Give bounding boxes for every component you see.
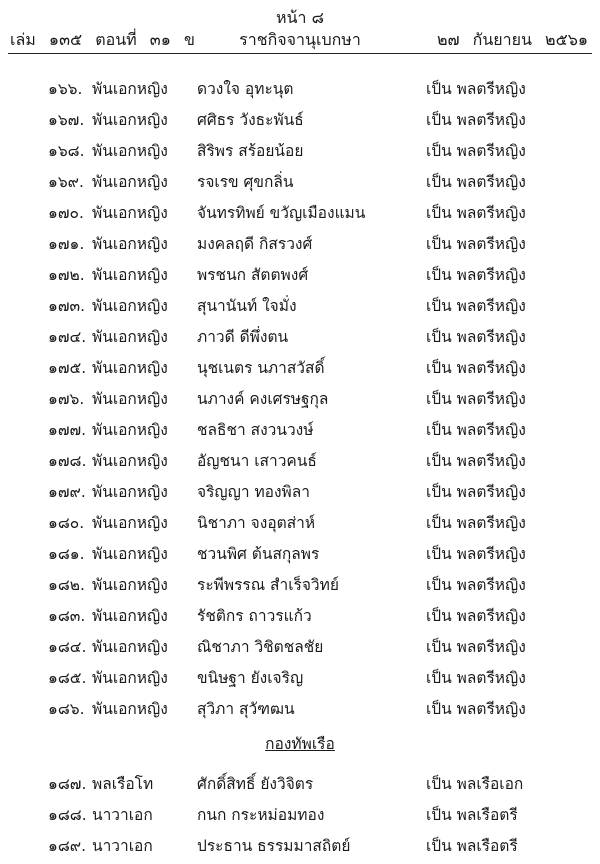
issue-date	[437, 28, 588, 53]
entry-number: ๑๗๕.	[48, 359, 87, 377]
entry-name: รจเรข ศุขกลิ่น	[197, 173, 294, 191]
entry-promotion: เป็น พลตรีหญิง	[426, 514, 526, 532]
entry-name: ณิชาภา วิชิตชลชัย	[197, 638, 324, 656]
entry-number: ๑๘๔.	[48, 638, 87, 656]
entry-rank: นาวาเอก	[92, 837, 153, 855]
entry-rank: พันเอกหญิง	[92, 266, 168, 284]
section-heading	[0, 727, 600, 771]
entry-number: ๑๘๗.	[48, 775, 87, 793]
list-item	[0, 355, 600, 386]
entry-promotion: เป็น พลตรีหญิง	[426, 638, 526, 656]
entry-name: ขนิษฐา ยังเจริญ	[197, 669, 304, 687]
entry-number: ๑๘๒.	[48, 576, 85, 594]
list-item	[0, 169, 600, 200]
entry-promotion: เป็น พลตรีหญิง	[426, 328, 526, 346]
entry-promotion: เป็น พลเรือตรี	[426, 806, 518, 824]
entry-name: มงคลฤดี กิสรวงศ์	[197, 235, 313, 253]
list-item	[0, 200, 600, 231]
entry-rank: พันเอกหญิง	[92, 111, 168, 129]
list-item	[0, 138, 600, 169]
entry-number: ๑๗๑.	[48, 235, 85, 253]
entry-rank: พันเอกหญิง	[92, 390, 168, 408]
entry-name: นภางค์ คงเศรษฐกุล	[197, 390, 329, 408]
entry-number: ๑๘๘.	[48, 806, 87, 824]
date-day: ๒๗	[436, 30, 460, 49]
list-item	[0, 231, 600, 262]
entry-number: ๑๘๙.	[48, 837, 87, 855]
entry-rank: พันเอกหญิง	[92, 669, 168, 687]
header-divider	[8, 53, 592, 54]
entry-rank: พันเอกหญิง	[92, 452, 168, 470]
entry-rank: พันเอกหญิง	[92, 297, 168, 315]
list-item	[0, 324, 600, 355]
entry-name: ศักดิ์สิทธิ์ ยังวิจิตร	[197, 775, 314, 793]
entry-promotion: เป็น พลตรีหญิง	[426, 173, 526, 191]
entry-promotion: เป็น พลตรีหญิง	[426, 142, 526, 160]
entry-number: ๑๗๘.	[48, 452, 87, 470]
entry-rank: พันเอกหญิง	[92, 607, 168, 625]
entry-promotion: เป็น พลตรีหญิง	[426, 80, 526, 98]
entry-rank: พันเอกหญิง	[92, 545, 168, 563]
entry-rank: พันเอกหญิง	[92, 421, 168, 439]
entry-rank: พันเอกหญิง	[92, 204, 168, 222]
list-item	[0, 293, 600, 324]
entry-name: จริญญา ทองพิลา	[197, 483, 310, 501]
entry-name: ชวนพิศ ต้นสกุลพร	[197, 545, 320, 563]
entry-name: สิริพร สร้อยน้อย	[197, 142, 304, 160]
entry-name: ประธาน ธรรมมาสถิตย์	[197, 837, 351, 855]
entry-promotion: เป็น พลตรีหญิง	[426, 545, 526, 563]
list-item	[0, 771, 600, 802]
entry-rank: พันเอกหญิง	[92, 359, 168, 377]
entry-name: พรชนก สัตตพงศ์	[197, 266, 309, 284]
entry-rank: พันเอกหญิง	[92, 514, 168, 532]
date-month: กันยายน	[472, 30, 532, 49]
list-item	[0, 510, 600, 541]
list-item	[0, 107, 600, 138]
section-title: กองทัพเรือ	[265, 735, 335, 753]
list-item	[0, 603, 600, 634]
entry-number: ๑๖๖.	[48, 80, 83, 98]
entry-promotion: เป็น พลตรีหญิง	[426, 359, 526, 377]
entry-number: ๑๗๓.	[48, 297, 86, 315]
entry-promotion: เป็น พลตรีหญิง	[426, 607, 526, 625]
entry-number: ๑๖๘.	[48, 142, 85, 160]
entry-rank: พันเอกหญิง	[92, 328, 168, 346]
list-item	[0, 634, 600, 665]
entry-promotion: เป็น พลตรีหญิง	[426, 669, 526, 687]
entry-name: ดวงใจ อุทะนุต	[197, 80, 294, 98]
entry-promotion: เป็น พลตรีหญิง	[426, 111, 526, 129]
entry-name: กนก กระหม่อมทอง	[197, 806, 325, 824]
list-item	[0, 479, 600, 510]
entry-rank: นาวาเอก	[92, 806, 153, 824]
entry-number: ๑๗๗.	[48, 421, 87, 439]
entry-name: สุวิภา สุวัฑฒน	[197, 700, 295, 718]
entry-number: ๑๗๙.	[48, 483, 86, 501]
volume-label: เล่ม	[10, 30, 36, 49]
entry-promotion: เป็น พลตรีหญิง	[426, 235, 526, 253]
entry-number: ๑๘๐.	[48, 514, 85, 532]
list-item	[0, 417, 600, 448]
entry-name: อัญชนา เสาวคนธ์	[197, 452, 317, 470]
entry-promotion: เป็น พลตรีหญิง	[426, 483, 526, 501]
entry-name: ชลธิชา สงวนวงษ์	[197, 421, 314, 439]
entry-rank: พันเอกหญิง	[92, 700, 168, 718]
entry-number: ๑๖๙.	[48, 173, 84, 191]
gazette-title: ราชกิจจานุเบกษา	[239, 30, 361, 49]
entry-rank: พันเอกหญิง	[92, 235, 168, 253]
entry-number: ๑๖๗.	[48, 111, 85, 129]
entry-promotion: เป็น พลตรีหญิง	[426, 204, 526, 222]
list-item	[0, 572, 600, 603]
page-number: หน้า ๘	[276, 8, 324, 27]
entry-rank: พันเอกหญิง	[92, 483, 168, 501]
entry-rank: พันเอกหญิง	[92, 142, 168, 160]
list-item	[0, 665, 600, 696]
issue-number: ๓๑	[149, 30, 171, 49]
entry-promotion: เป็น พลตรีหญิง	[426, 421, 526, 439]
entry-number: ๑๘๖.	[48, 700, 85, 718]
entry-number: ๑๗๔.	[48, 328, 87, 346]
entry-promotion: เป็น พลตรีหญิง	[426, 576, 526, 594]
entry-promotion: เป็น พลเรือตรี	[426, 837, 518, 855]
list-item	[0, 802, 600, 833]
entry-name: ระพีพรรณ สำเร็จวิทย์	[197, 576, 339, 594]
issue-label: ตอนที่	[95, 30, 137, 49]
entry-promotion: เป็น พลเรือเอก	[426, 775, 524, 793]
volume-number: ๑๓๕	[48, 30, 83, 49]
entry-promotion: เป็น พลตรีหญิง	[426, 297, 526, 315]
entry-number: ๑๘๑.	[48, 545, 85, 563]
entry-name: นิชาภา จงอุตส่าห์	[197, 514, 316, 532]
entry-number: ๑๘๕.	[48, 669, 87, 687]
entry-name: จันทรทิพย์ ขวัญเมืองแมน	[197, 204, 366, 222]
entry-number: ๑๘๓.	[48, 607, 86, 625]
entry-promotion: เป็น พลตรีหญิง	[426, 390, 526, 408]
entry-promotion: เป็น พลตรีหญิง	[426, 266, 526, 284]
promotion-list	[0, 76, 600, 864]
entry-number: ๑๗๒.	[48, 266, 85, 284]
entry-name: นุชเนตร นภาสวัสดิ์	[197, 359, 325, 377]
entry-rank: พันเอกหญิง	[92, 638, 168, 656]
entry-name: สุนานันท์ ใจมั่ง	[197, 297, 297, 315]
list-item	[0, 386, 600, 417]
entry-rank: พลเรือโท	[92, 775, 154, 793]
list-item	[0, 262, 600, 293]
list-item	[0, 696, 600, 727]
entry-number: ๑๗๖.	[48, 390, 85, 408]
entry-name: ศศิธร วังธะพันธ์	[197, 111, 304, 129]
entry-name: ภาวดี ดีพึ่งตน	[197, 328, 289, 346]
date-year: ๒๕๖๑	[545, 30, 588, 49]
list-item	[0, 76, 600, 107]
list-item	[0, 541, 600, 572]
entry-promotion: เป็น พลตรีหญิง	[426, 452, 526, 470]
list-item	[0, 448, 600, 479]
entry-rank: พันเอกหญิง	[92, 576, 168, 594]
entry-number: ๑๗๐.	[48, 204, 84, 222]
issue-part: ข	[183, 30, 195, 49]
entry-rank: พันเอกหญิง	[92, 173, 168, 191]
entry-rank: พันเอกหญิง	[92, 80, 168, 98]
entry-promotion: เป็น พลตรีหญิง	[426, 700, 526, 718]
list-item	[0, 833, 600, 864]
entry-name: รัชติกร ถาวรแก้ว	[197, 607, 312, 625]
page-header	[0, 0, 600, 60]
